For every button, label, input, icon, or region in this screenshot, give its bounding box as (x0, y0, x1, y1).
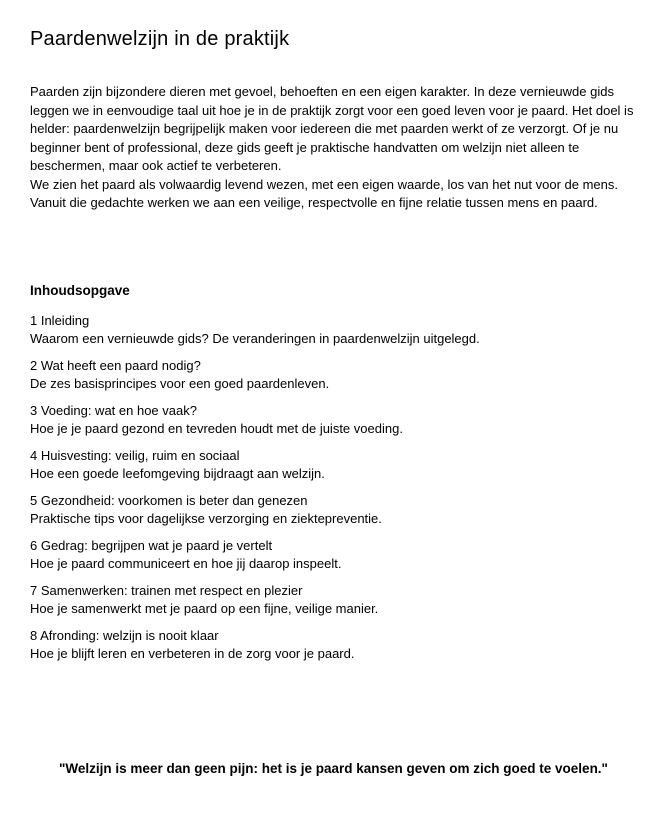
toc-item-title: 6 Gedrag: begrijpen wat je paard je vertelt (30, 537, 273, 553)
toc-item-description: Waarom een vernieuwde gids? De veranderingen in paardenwelzijn uitgelegd. (30, 330, 480, 346)
intro-section (30, 83, 653, 213)
toc-item-title: 5 Gezondheid: voorkomen is beter dan genezen (30, 492, 308, 508)
intro-paragraph-1: Paarden zijn bijzondere dieren met gevoel, behoeften en een eigen karakter. In deze vernieuwde gids leggen we in eenvoudige taal uit hoe je in de praktijk zorgt voor een goed leven voor je paard. Het doel is helder: paardenwelzijn begrijpelijk maken voor iedereen die met paarden werkt of ze verzorgt. Of je nu beginner bent of professional, deze gids geeft je praktische handvatten om welzijn niet alleen te beschermen, maar ook actief te verbeteren. (30, 84, 634, 173)
toc-item (30, 537, 653, 573)
toc-item-title: 8 Afronding: welzijn is nooit klaar (30, 627, 219, 643)
toc-item-title: 3 Voeding: wat en hoe vaak? (30, 402, 197, 418)
toc-item-description: De zes basisprincipes voor een goed paardenleven. (30, 375, 330, 391)
toc-item-title: 2 Wat heeft een paard nodig? (30, 357, 201, 373)
toc-item-title: 7 Samenwerken: trainen met respect en plezier (30, 582, 303, 598)
toc-item-title: 4 Huisvesting: veilig, ruim en sociaal (30, 447, 240, 463)
toc-item-title: 1 Inleiding (30, 312, 90, 328)
toc-item-description: Hoe je je paard gezond en tevreden houdt met de juiste voeding. (30, 420, 403, 436)
toc-item-description: Hoe je blijft leren en verbeteren in de zorg voor je paard. (30, 645, 355, 661)
toc-item-description: Praktische tips voor dagelijkse verzorging en ziektepreventie. (30, 510, 382, 526)
closing-quote: "Welzijn is meer dan geen pijn: het is je paard kansen geven om zich goed te voelen." (59, 761, 608, 776)
toc-item-description: Hoe je samenwerkt met je paard op een fijne, veilige manier. (30, 600, 379, 616)
toc-item-description: Hoe een goede leefomgeving bijdraagt aan welzijn. (30, 465, 325, 481)
toc-item (30, 402, 653, 438)
toc-item (30, 447, 653, 483)
toc-item (30, 582, 653, 618)
table-of-contents (30, 312, 653, 663)
toc-item-description: Hoe je paard communiceert en hoe jij daarop inspeelt. (30, 555, 342, 571)
toc-heading: Inhoudsopgave (30, 282, 130, 298)
toc-item (30, 357, 653, 393)
intro-paragraph-2: We zien het paard als volwaardig levend wezen, met een eigen waarde, los van het nut voor de mens. Vanuit die gedachte werken we aan een veilige, respectvolle en fijne relatie tussen mens en paard. (30, 176, 618, 210)
toc-item (30, 627, 653, 663)
toc-item (30, 312, 653, 348)
page-title: Paardenwelzijn in de praktijk (30, 28, 290, 50)
toc-item (30, 492, 653, 528)
